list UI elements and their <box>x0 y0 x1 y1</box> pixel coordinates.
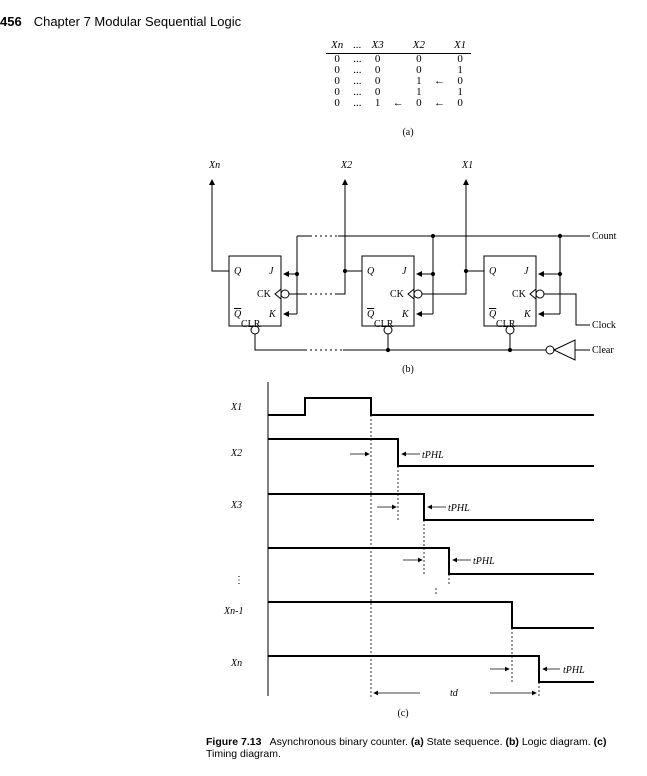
caption-text: Asynchronous binary counter. <box>269 736 408 748</box>
junction-dot <box>343 269 346 272</box>
xn-output-wire <box>212 180 229 271</box>
pin-ck: CK <box>390 289 404 300</box>
pin-q: Q <box>367 266 375 277</box>
pin-k: K <box>524 309 531 320</box>
col-header: X1 <box>449 40 471 54</box>
ripple-x2-to-next <box>337 271 345 294</box>
table-cell: ← <box>392 97 404 109</box>
pin-clr: CLR <box>374 319 394 330</box>
x2-output-wire <box>345 180 362 271</box>
pin-q: Q <box>489 266 497 277</box>
td-label: td <box>450 688 458 699</box>
junction-dot <box>431 272 434 275</box>
caption-b-text: Logic diagram. <box>521 736 591 748</box>
junction-dot <box>558 272 561 275</box>
signal-label-x1: X1 <box>231 402 243 413</box>
pin-ck: CK <box>257 289 271 300</box>
ck-bubble-1 <box>536 290 544 298</box>
col-header: Xn <box>326 40 348 54</box>
pin-k: K <box>402 309 409 320</box>
pin-clr: CLR <box>241 319 261 330</box>
junction-dot <box>464 269 467 272</box>
ck-triangle-n <box>275 289 281 299</box>
pin-qbar: Q <box>489 309 497 320</box>
pin-k: K <box>269 309 276 320</box>
table-cell: 0 <box>416 53 422 65</box>
tphl-label: tPHL <box>448 503 470 514</box>
table-cell: ... <box>353 86 362 98</box>
page-number: 456 <box>0 14 22 29</box>
table-label: (a) <box>402 127 414 138</box>
tphl-label: tPHL <box>422 450 444 461</box>
junction-dot <box>508 348 511 351</box>
table-cell: 1 <box>416 75 422 87</box>
signal-label-x2: X2 <box>231 448 243 459</box>
pin-labels <box>234 266 532 330</box>
pin-q: Q <box>234 266 242 277</box>
table-cell: 0 <box>374 64 381 76</box>
junction-dot <box>386 348 389 351</box>
clock-label: Clock <box>592 320 616 331</box>
clear-label: Clear <box>592 345 614 356</box>
junction-dot <box>295 272 298 275</box>
logic-diagram <box>208 160 617 360</box>
ck-bubble-n <box>281 290 289 298</box>
vertical-ellipsis: ⋮ <box>234 575 244 586</box>
table-cell: ... <box>353 97 362 109</box>
table-cell: ... <box>353 53 362 65</box>
caption-a-text: State sequence. <box>426 736 503 748</box>
table-cell: 1 <box>416 86 422 98</box>
count-label: Count <box>592 231 617 242</box>
table-cell: ... <box>353 75 362 87</box>
pin-j: J <box>524 266 529 277</box>
table-cell: ← <box>433 75 445 87</box>
output-label-x2: X2 <box>341 160 353 171</box>
pin-clr: CLR <box>496 319 516 330</box>
output-label-x1: X1 <box>462 160 474 171</box>
figure-number: Figure 7.13 <box>206 736 262 748</box>
table-cell: 0 <box>416 97 422 109</box>
table-cell: 0 <box>457 75 463 87</box>
inverter-bubble <box>546 346 554 354</box>
col-header: X3 <box>366 40 388 54</box>
clear-wire-n <box>255 334 305 350</box>
pin-ck: CK <box>512 289 526 300</box>
timing-diagram <box>223 382 594 698</box>
table-cell: 1 <box>457 86 463 98</box>
table-cell: 0 <box>334 75 340 87</box>
logic-label: (b) <box>402 364 414 375</box>
chapter-title: Chapter 7 Modular Sequential Logic <box>33 14 242 29</box>
table-cell: 0 <box>334 64 340 76</box>
caption-b-tag: (b) <box>505 736 519 748</box>
table-cell: ... <box>353 64 362 76</box>
table-cell: 0 <box>334 86 340 98</box>
signal-label-x3: X3 <box>231 500 243 511</box>
signal-label-xn-1: Xn-1 <box>224 606 244 617</box>
table-cell: 0 <box>374 75 381 87</box>
table-cell: 0 <box>374 53 381 65</box>
timing-label: (c) <box>397 708 409 719</box>
table-cell: 0 <box>457 97 463 109</box>
table-cell: 1 <box>457 64 463 76</box>
caption-c-tag: (c) <box>593 736 607 748</box>
waveform-xn-1 <box>268 602 594 628</box>
col-header: ... <box>348 40 366 54</box>
pin-j: J <box>402 266 407 277</box>
figure-caption <box>206 736 636 760</box>
table-cell: 0 <box>416 64 422 76</box>
waveform-x1 <box>268 398 594 415</box>
inverter-triangle <box>554 340 575 360</box>
output-label-xn: Xn <box>209 160 221 171</box>
table-cell: ← <box>433 97 445 109</box>
table-cell: 0 <box>334 53 340 65</box>
table-cell: 0 <box>457 53 463 65</box>
ck-triangle-2 <box>408 289 414 299</box>
ck-triangle-1 <box>530 289 536 299</box>
table-cell: 0 <box>374 86 381 98</box>
pin-j: J <box>269 266 274 277</box>
signal-label-xn: Xn <box>231 658 243 669</box>
clock-wire <box>544 294 590 325</box>
pin-qbar: Q <box>234 309 242 320</box>
tphl-label: tPHL <box>563 665 585 676</box>
tphl-label: tPHL <box>473 556 495 567</box>
waveform-x4 <box>268 548 594 574</box>
caption-c-text: Timing diagram. <box>206 748 281 760</box>
pin-qbar: Q <box>367 309 375 320</box>
ck-bubble-2 <box>414 290 422 298</box>
caption-a-tag: (a) <box>410 736 424 748</box>
col-header: X2 <box>408 40 430 54</box>
table-cell: 0 <box>334 97 340 109</box>
x1-output-wire <box>466 180 484 271</box>
table-cell: 1 <box>374 97 381 109</box>
